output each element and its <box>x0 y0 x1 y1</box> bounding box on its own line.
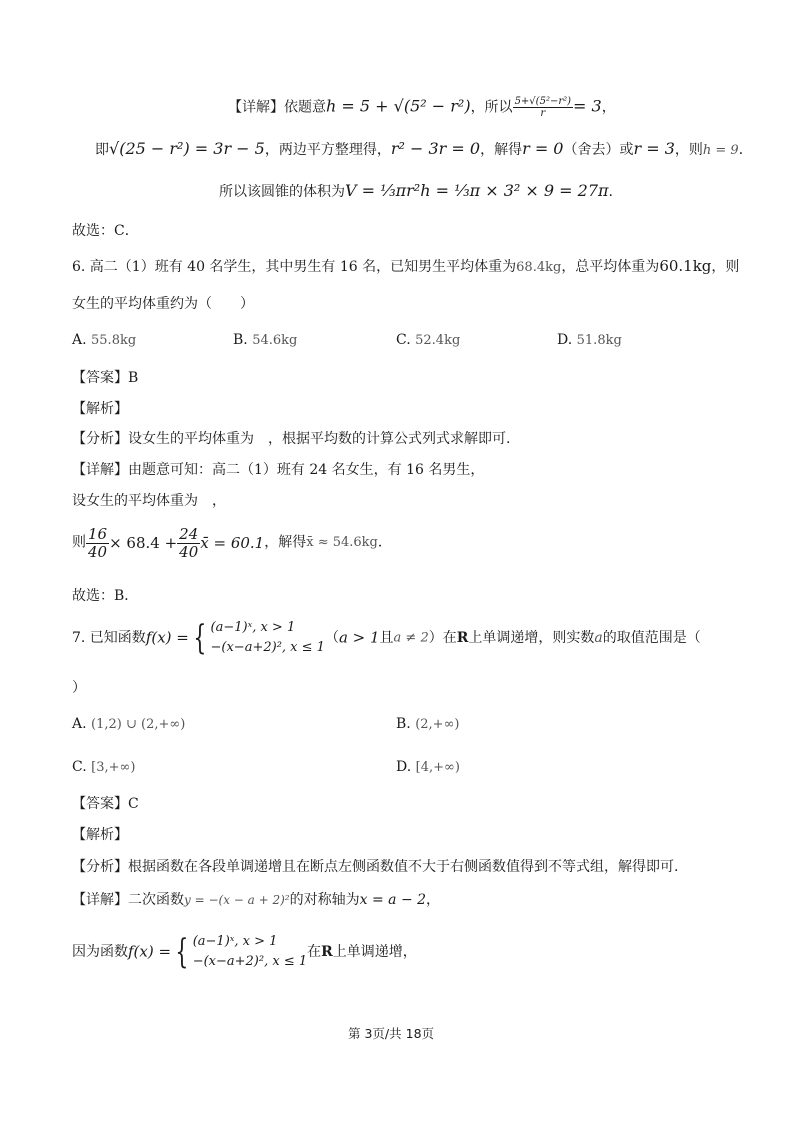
fraction-numerator: 16 <box>88 525 108 543</box>
q7-analysis-head: 【解析】 <box>72 827 128 843</box>
fraction-numerator: 5+√(5²−r²) <box>514 96 572 107</box>
function-name: f(x) = <box>145 628 189 647</box>
q6-detail <box>72 463 484 477</box>
equation: x̄ ≈ 54.6kg <box>306 535 378 551</box>
fraction <box>513 96 573 119</box>
q7-line-1 <box>72 618 701 658</box>
volume-line <box>219 183 613 199</box>
text: 则 <box>72 534 86 551</box>
text: ，解得 <box>480 142 523 158</box>
equation: x = a − 2 <box>359 892 427 908</box>
equation: h = 9 <box>702 143 739 158</box>
option-value: 52.4kg <box>415 333 461 348</box>
equation: × 68.4 + <box>109 534 178 552</box>
q6-analysis-head: 【解析】 <box>72 401 128 417</box>
detail-line-1 <box>228 96 616 119</box>
text: ，总平均体重为 <box>561 259 660 275</box>
q7-option-b <box>396 717 459 731</box>
text: 二次函数 <box>128 892 184 908</box>
q6-set: 设女生的平均体重为 ， <box>72 493 226 509</box>
piecewise-cases <box>193 932 307 972</box>
piecewise-cases <box>211 618 325 658</box>
option-value: (1,2) ∪ (2,+∞) <box>91 717 186 732</box>
option-label: C. <box>396 332 411 348</box>
option-value: (2,+∞) <box>415 717 460 732</box>
equation: r = 3 <box>633 139 675 158</box>
text: ，两边平方整理得， <box>264 142 391 158</box>
fraction-denominator: r <box>540 108 546 119</box>
text: 且 <box>379 630 394 647</box>
punct: . <box>608 184 613 200</box>
detail-tag: 【详解】 <box>228 99 284 116</box>
equation: r² − 3r = 0 <box>390 139 481 158</box>
value: 68.4kg <box>516 260 562 275</box>
q7-fenxi: 【分析】根据函数在各段单调递增且在断点左侧函数值不大于右侧函数值得到不等式组，解得即可. <box>72 859 679 875</box>
case-1: (a−1)ˣ, x > 1 <box>210 620 296 635</box>
option-label: D. <box>396 759 412 775</box>
text: 的取值范围是（ <box>602 630 701 647</box>
value: 60.1kg <box>659 257 712 275</box>
fraction <box>177 526 200 560</box>
choose-line: 故选：C． <box>72 223 139 239</box>
text: ）在 <box>428 630 457 647</box>
q6-option-b <box>233 333 297 347</box>
option-label: A. <box>72 716 87 732</box>
text: 上单调递增，则实数 <box>468 630 595 647</box>
text: 的对称轴为 <box>289 892 360 908</box>
text: ，则 <box>674 142 703 158</box>
real-set: R <box>456 630 469 647</box>
brace: { <box>193 618 207 659</box>
q7-because-line <box>72 932 417 972</box>
detail-line-2 <box>95 141 753 157</box>
option-value: [4,+∞) <box>415 760 460 775</box>
case-1: (a−1)ˣ, x > 1 <box>192 934 278 949</box>
equation: = 3 <box>573 96 602 116</box>
text: 7. 已知函数 <box>72 630 146 647</box>
text: 上单调递增， <box>332 944 417 961</box>
option-value: 54.6kg <box>252 333 298 348</box>
q7-option-d <box>396 760 460 774</box>
option-value: [3,+∞) <box>91 760 136 775</box>
fraction-denominator: 40 <box>179 542 199 561</box>
equation: V = ⅓πr²h = ⅓π × 3² × 9 = 27π <box>345 181 609 200</box>
case-2: −(x−a+2)², x ≤ 1 <box>192 954 308 970</box>
option-label: A. <box>72 332 87 348</box>
q7-option-c <box>72 760 135 774</box>
punct: ， <box>426 892 441 908</box>
q6-line-2: 女生的平均体重约为（ ） <box>72 296 254 312</box>
text: ，解得 <box>264 534 307 551</box>
detail-tag: 【详解】 <box>72 462 128 478</box>
q7-option-a <box>72 717 185 731</box>
option-value: 55.8kg <box>91 333 137 348</box>
text: 6. 高二（1）班有 40 名学生，其中男生有 16 名，已知男生平均体重为 <box>72 259 517 275</box>
brace: { <box>175 932 189 973</box>
q7-close: ） <box>72 680 86 696</box>
q7-answer: 【答案】C <box>72 796 139 812</box>
fraction <box>86 526 109 560</box>
q6-line-1 <box>72 259 739 274</box>
q6-fenxi: 【分析】设女生的平均体重为 ，根据平均数的计算公式列式求解即可. <box>72 431 511 447</box>
text: （舍去）或 <box>563 142 634 158</box>
q7-detail <box>72 893 440 907</box>
q6-option-a <box>72 333 136 347</box>
condition: a > 1 <box>338 628 380 647</box>
detail-text: 依题意 <box>284 99 326 116</box>
option-label: D. <box>557 332 573 348</box>
text: 因为函数 <box>72 944 128 961</box>
equation: x̄ = 60.1 <box>200 534 265 552</box>
variable: a <box>594 630 603 647</box>
text: （ <box>324 630 339 647</box>
condition: a ≠ 2 <box>393 630 429 646</box>
option-label: B. <box>396 716 411 732</box>
q6-option-c <box>396 333 460 347</box>
option-value: 51.8kg <box>576 333 622 348</box>
punct: ． <box>377 534 392 551</box>
text: ，则 <box>711 259 740 275</box>
equation: h = 5 + √(5² − r²) <box>326 96 471 116</box>
q6-answer: 【答案】B <box>72 370 139 386</box>
text: 即 <box>95 142 109 158</box>
text: 由题意可知：高二（1）班有 24 名女生，有 16 名男生， <box>128 462 485 478</box>
detail-tag: 【详解】 <box>72 892 128 908</box>
q6-option-d <box>557 333 622 347</box>
text: 在 <box>307 944 322 961</box>
option-label: B. <box>233 332 248 348</box>
equation: r = 0 <box>522 139 564 158</box>
equation: y = −(x − a + 2)² <box>184 893 290 907</box>
real-set: R <box>321 944 333 961</box>
function-name: f(x) = <box>128 942 172 961</box>
page-footer: 第 3页/共 18页 <box>348 1026 435 1041</box>
q6-equation-line <box>72 526 392 560</box>
fraction-denominator: 40 <box>88 542 108 561</box>
equation: √(25 − r²) = 3r − 5 <box>109 139 265 158</box>
option-label: C. <box>72 759 87 775</box>
punct: ． <box>738 142 753 158</box>
fraction-numerator: 24 <box>179 525 199 543</box>
text: ，所以 <box>470 99 513 116</box>
q6-choose: 故选：B． <box>72 588 139 604</box>
case-2: −(x−a+2)², x ≤ 1 <box>210 640 325 656</box>
text: 所以该圆锥的体积为 <box>219 184 345 200</box>
punct: ， <box>601 99 616 116</box>
